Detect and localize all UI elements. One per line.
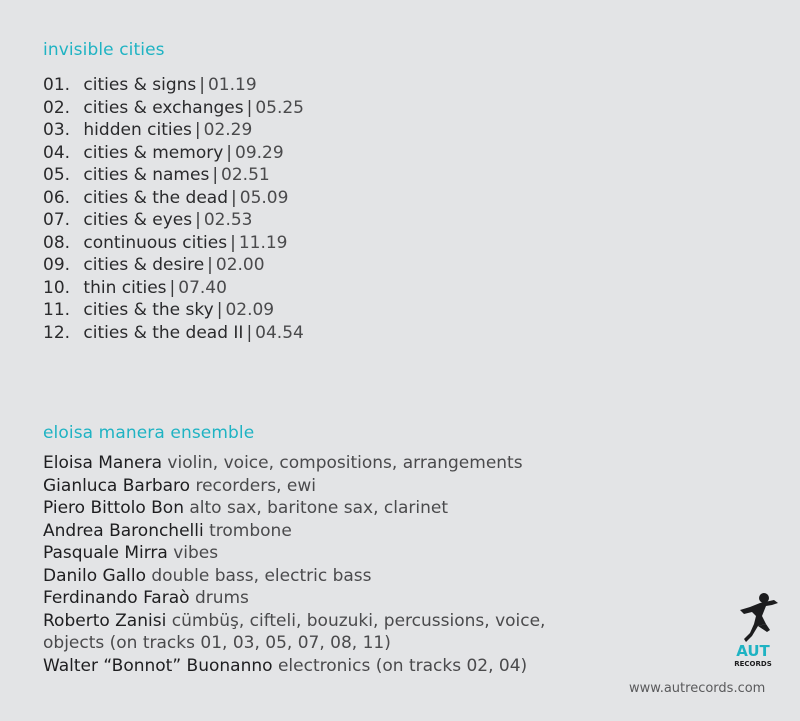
- member-role: recorders, ewi: [195, 475, 316, 496]
- member-role: violin, voice, compositions, arrangements: [167, 453, 523, 473]
- track-item: [43, 322, 304, 345]
- member-name: Ferdinando Faraò: [43, 588, 190, 608]
- track-item: [43, 97, 304, 120]
- track-number: 11.: [43, 300, 71, 320]
- track-title: cities & eyes: [83, 210, 193, 230]
- member-item: [43, 610, 603, 655]
- track-duration: 02.00: [215, 255, 265, 275]
- member-name: Gianluca Barbaro: [43, 475, 191, 496]
- aut-records-logo: [722, 590, 788, 670]
- track-item: [43, 209, 304, 232]
- track-duration: 05.09: [239, 187, 289, 208]
- track-item: [43, 277, 304, 300]
- member-item: [43, 542, 603, 565]
- member-role: vibes: [173, 543, 219, 563]
- track-number: 10.: [43, 277, 71, 298]
- member-role: drums: [194, 588, 249, 608]
- logo-text: AUT: [736, 642, 770, 660]
- member-name: Andrea Baronchelli: [43, 520, 204, 541]
- runner-icon: [722, 590, 788, 670]
- separator: |: [216, 300, 223, 320]
- track-number: 03.: [43, 120, 71, 140]
- track-item: [43, 299, 304, 322]
- separator: |: [194, 120, 201, 140]
- track-duration: 01.19: [207, 75, 257, 95]
- tracklist: [43, 74, 304, 344]
- track-number: 09.: [43, 255, 71, 275]
- logo-subtext: RECORDS: [734, 660, 772, 668]
- track-duration: 11.19: [238, 232, 288, 253]
- separator: |: [246, 322, 253, 343]
- member-name: Walter “Bonnot” Buonanno: [43, 655, 273, 676]
- track-number: 02.: [43, 97, 71, 118]
- track-number: 01.: [43, 75, 71, 95]
- track-number: 08.: [43, 232, 71, 253]
- member-role: alto sax, baritone sax, clarinet: [189, 498, 448, 518]
- member-name: Roberto Zanisi: [43, 610, 167, 631]
- track-title: cities & exchanges: [83, 97, 244, 118]
- track-duration: 02.51: [221, 165, 270, 185]
- separator: |: [230, 232, 236, 253]
- track-item: [43, 187, 304, 210]
- track-title: cities & the sky: [83, 300, 214, 320]
- album-title: invisible cities: [43, 40, 165, 60]
- separator: |: [169, 277, 176, 298]
- track-number: 05.: [43, 165, 71, 185]
- member-list: [43, 452, 603, 677]
- member-role: trombone: [209, 520, 292, 541]
- member-role: double bass, electric bass: [151, 565, 372, 586]
- track-title: hidden cities: [83, 120, 192, 140]
- track-duration: 09.29: [235, 142, 284, 163]
- track-title: cities & the dead II: [83, 322, 244, 343]
- track-duration: 02.29: [203, 120, 253, 140]
- member-name: Pasquale Mirra: [43, 543, 168, 563]
- track-duration: 02.53: [203, 210, 253, 230]
- separator: |: [226, 142, 233, 163]
- track-title: thin cities: [83, 277, 167, 298]
- track-title: cities & desire: [83, 255, 205, 275]
- separator: |: [212, 165, 219, 185]
- member-name: Danilo Gallo: [43, 565, 146, 586]
- separator: |: [195, 210, 201, 230]
- separator: |: [199, 75, 205, 95]
- member-name: Eloisa Manera: [43, 453, 162, 473]
- track-title: cities & names: [83, 165, 210, 185]
- label-website[interactable]: www.autrecords.com: [629, 681, 766, 696]
- member-item: [43, 655, 603, 678]
- member-role: cümbüş, cifteli, bouzuki, percussions, voice, objects (on tracks 01, 03, 05, 07, 08, 11): [43, 610, 546, 653]
- track-number: 12.: [43, 322, 71, 343]
- member-item: [43, 520, 603, 543]
- track-item: [43, 119, 304, 142]
- track-title: cities & memory: [83, 142, 224, 163]
- track-number: 04.: [43, 142, 71, 163]
- member-role: electronics (on tracks 02, 04): [277, 655, 528, 676]
- member-item: [43, 497, 603, 520]
- ensemble-title: eloisa manera ensemble: [43, 423, 255, 443]
- track-item: [43, 74, 304, 97]
- track-duration: 07.40: [178, 277, 227, 298]
- track-title: cities & the dead: [83, 187, 229, 208]
- track-duration: 02.09: [225, 300, 275, 320]
- separator: |: [246, 97, 253, 118]
- track-item: [43, 254, 304, 277]
- separator: |: [207, 255, 213, 275]
- track-item: [43, 164, 304, 187]
- track-title: cities & signs: [83, 75, 197, 95]
- track-number: 06.: [43, 187, 71, 208]
- member-item: [43, 475, 603, 498]
- member-item: [43, 587, 603, 610]
- track-duration: 05.25: [255, 97, 304, 118]
- member-item: [43, 565, 603, 588]
- track-item: [43, 142, 304, 165]
- member-item: [43, 452, 603, 475]
- track-item: [43, 232, 304, 255]
- separator: |: [231, 187, 237, 208]
- track-number: 07.: [43, 210, 71, 230]
- track-duration: 04.54: [255, 322, 304, 343]
- track-title: continuous cities: [83, 232, 228, 253]
- member-name: Piero Bittolo Bon: [43, 498, 184, 518]
